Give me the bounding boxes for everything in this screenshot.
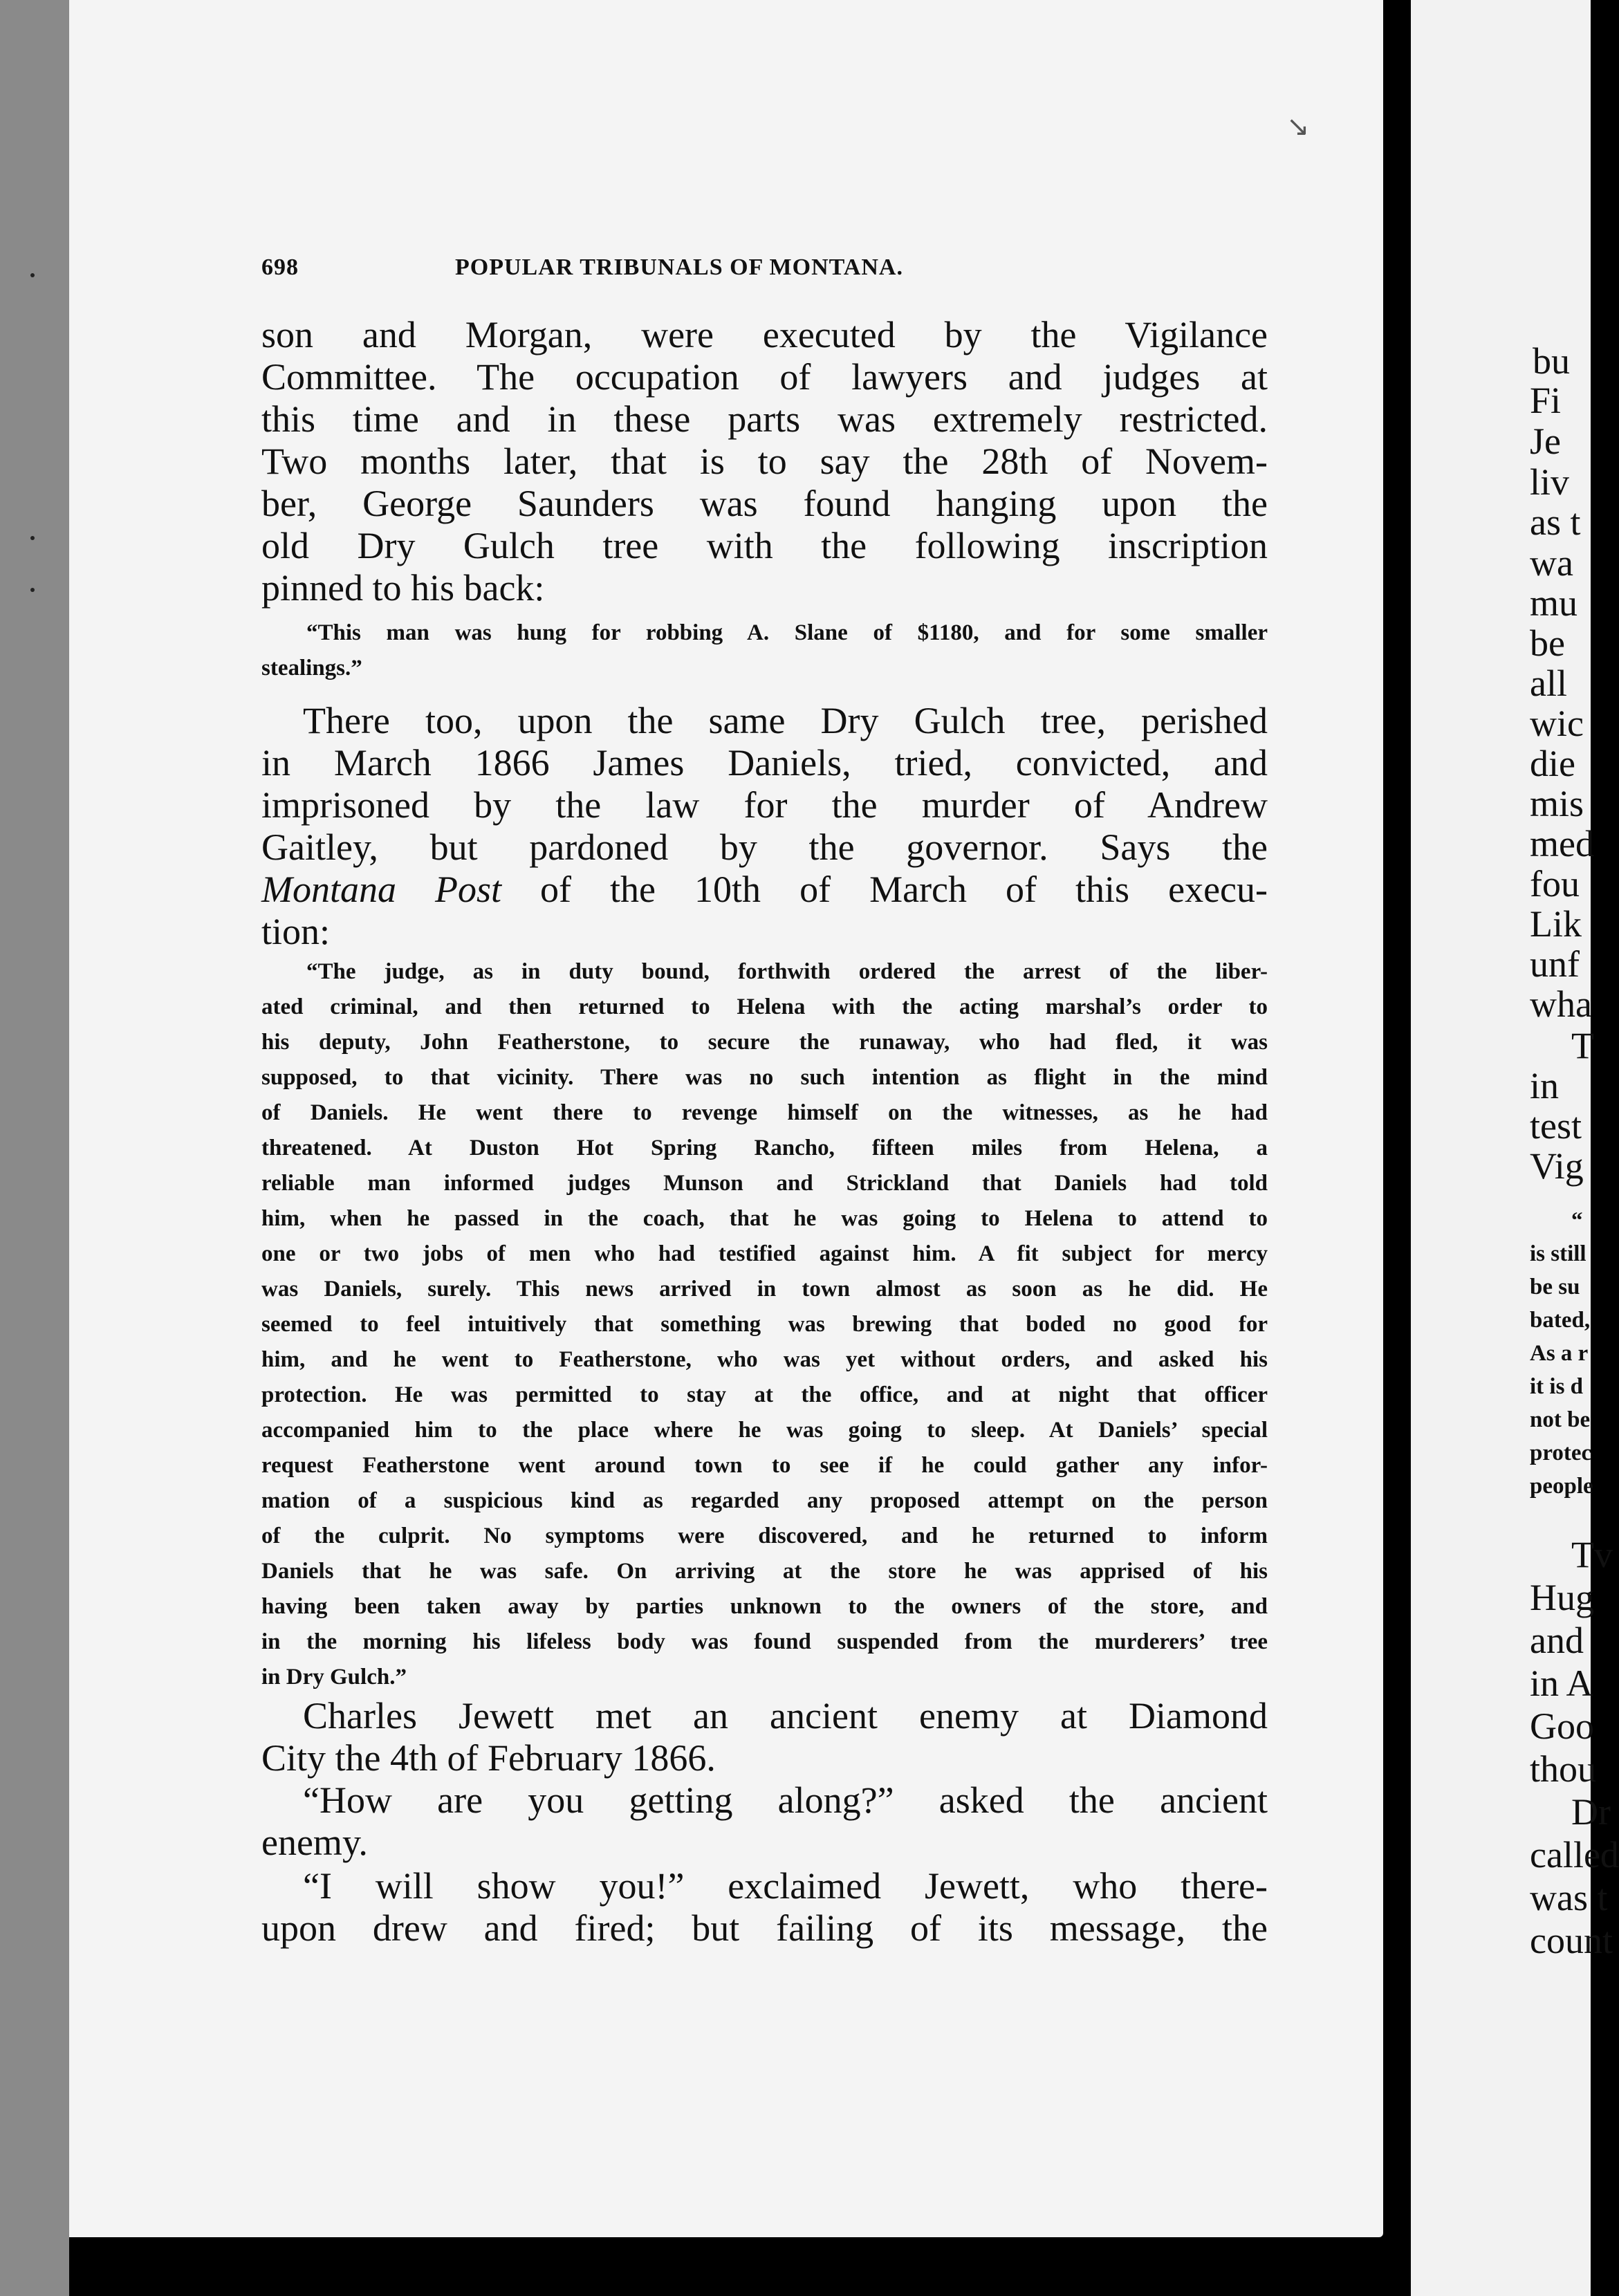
- quote-line: him, and he went to Featherstone, who was yet without orders, and asked his: [261, 1347, 1268, 1372]
- quote-line: mation of a suspicious kind as regarded any proposed attempt on the person: [261, 1488, 1268, 1513]
- right-fragment: As a r: [1530, 1341, 1589, 1366]
- newspaper-title: Montana Post: [261, 869, 502, 910]
- right-fragment: Vig: [1530, 1145, 1584, 1187]
- text-line: this time and in these parts was extremely restricted.: [261, 398, 1268, 440]
- text-line: in March 1866 James Daniels, tried, convicted, and: [261, 742, 1268, 784]
- right-fragment: fou: [1530, 863, 1580, 905]
- right-fragment: wa: [1530, 542, 1573, 584]
- paragraph-4: [261, 1779, 1268, 1864]
- right-fragment: Lik: [1530, 903, 1582, 945]
- quote-line: stealings.”: [261, 656, 362, 681]
- right-fragment: protec: [1530, 1441, 1592, 1465]
- text-line: imprisoned by the law for the murder of Andrew: [261, 784, 1268, 826]
- text-line: old Dry Gulch tree with the following inscription: [261, 525, 1268, 566]
- right-fragment: Dr: [1571, 1791, 1611, 1833]
- text-line: Committee. The occupation of lawyers and judges at: [261, 356, 1268, 398]
- paragraph-1: [261, 314, 1268, 609]
- quote-line: in the morning his lifeless body was found suspended from the murderers’ tree: [261, 1629, 1268, 1654]
- quote-line: supposed, to that vicinity. There was no such intention as flight in the mind: [261, 1065, 1268, 1090]
- right-fragment: Fi: [1530, 380, 1562, 421]
- quote-line: “The judge, as in duty bound, forthwith ordered the arrest of the liber-: [306, 959, 1268, 984]
- scanner-margin: [0, 0, 69, 2296]
- text-line: pinned to his back:: [261, 567, 545, 609]
- text-line: Two months later, that is to say the 28th of Novem-: [261, 441, 1268, 482]
- right-page: [1411, 0, 1619, 2296]
- margin-dot: [30, 536, 35, 540]
- quote-2: [261, 954, 1268, 1695]
- text-line: ber, George Saunders was found hanging upon the: [261, 483, 1268, 524]
- quote-line: request Featherstone went around town to see if he could gather any infor-: [261, 1453, 1268, 1478]
- quote-line: seemed to feel intuitively that something was brewing that boded no good for: [261, 1312, 1268, 1337]
- quote-line: “This man was hung for robbing A. Slane of $1180, and for some smaller: [306, 620, 1268, 645]
- quote-1: [261, 615, 1268, 686]
- right-fragment: thou: [1530, 1748, 1597, 1790]
- quote-line: accompanied him to the place where he was going to sleep. At Daniels’ special: [261, 1418, 1268, 1443]
- paragraph-5: [261, 1865, 1268, 1950]
- right-fragment: Hug: [1530, 1577, 1594, 1618]
- running-title: POPULAR TRIBUNALS OF MONTANA.: [455, 254, 903, 280]
- quote-line: one or two jobs of men who had testified against him. A fit subject for mercy: [261, 1241, 1268, 1266]
- quote-line: protection. He was permitted to stay at the office, and at night that officer: [261, 1382, 1268, 1407]
- right-fragment: it is d: [1530, 1374, 1584, 1399]
- text-line: City the 4th of February 1866.: [261, 1737, 716, 1779]
- right-fragment: in: [1530, 1065, 1560, 1107]
- text-line: Gaitley, but pardoned by the governor. Says the: [261, 826, 1268, 868]
- quote-line: of Daniels. He went there to revenge himself on the witnesses, as he had: [261, 1100, 1268, 1125]
- quote-line: his deputy, John Featherstone, to secure the runaway, who had fled, it was: [261, 1030, 1268, 1055]
- text-line: [261, 869, 1268, 911]
- page-number: 698: [261, 254, 299, 280]
- right-fragment: and: [1530, 1620, 1584, 1661]
- right-fragment: all: [1530, 663, 1567, 704]
- right-fragment: mis: [1530, 783, 1584, 824]
- text-line: tion:: [261, 911, 331, 952]
- text-line: “I will show you!” exclaimed Jewett, who there-: [303, 1865, 1268, 1907]
- quote-line: in Dry Gulch.”: [261, 1665, 407, 1689]
- right-fragment: was t: [1530, 1877, 1608, 1918]
- right-fragment: die: [1530, 743, 1575, 784]
- page-corner-mark: ↘: [1286, 111, 1310, 142]
- text-line: upon drew and fired; but failing of its message, the: [261, 1907, 1268, 1949]
- text-line: There too, upon the same Dry Gulch tree, perished: [303, 700, 1268, 741]
- right-fragment: be: [1530, 622, 1565, 664]
- right-fragment: Goo: [1530, 1705, 1594, 1747]
- quote-line: Daniels that he was safe. On arriving at the store he was apprised of his: [261, 1559, 1268, 1584]
- right-fragment: T: [1571, 1025, 1594, 1066]
- right-fragment: Je: [1530, 420, 1561, 462]
- quote-line: having been taken away by parties unknown to the owners of the store, and: [261, 1594, 1268, 1619]
- right-fragment: called: [1530, 1834, 1619, 1876]
- right-fragment: count: [1530, 1920, 1613, 1961]
- right-fragment: as t: [1530, 501, 1581, 543]
- right-fragment: people: [1530, 1474, 1593, 1499]
- margin-dot: [30, 273, 35, 277]
- right-fragment: mu: [1530, 582, 1578, 624]
- right-fragment: wic: [1530, 703, 1584, 744]
- right-fragment: bu: [1533, 340, 1570, 382]
- quote-line: him, when he passed in the coach, that he was going to Helena to attend to: [261, 1206, 1268, 1231]
- text-line: Charles Jewett met an ancient enemy at Diamond: [303, 1695, 1268, 1737]
- right-fragment: wha: [1530, 983, 1592, 1025]
- text-line: enemy.: [261, 1822, 368, 1863]
- text-fragment: of the 10th of March of this execu-: [501, 869, 1268, 910]
- right-fragment: test: [1530, 1105, 1582, 1147]
- right-fragment: be su: [1530, 1275, 1580, 1299]
- right-fragment: unf: [1530, 943, 1580, 985]
- right-fragment: med: [1530, 823, 1594, 864]
- right-fragment: in A: [1530, 1663, 1593, 1704]
- text-line: “How are you getting along?” asked the ancient: [303, 1779, 1268, 1821]
- right-fragment: is still: [1530, 1241, 1586, 1266]
- right-fragment: Tv: [1571, 1534, 1613, 1575]
- quote-line: was Daniels, surely. This news arrived in town almost as soon as he did. He: [261, 1277, 1268, 1302]
- quote-line: ated criminal, and then returned to Helena with the acting marshal’s order to: [261, 994, 1268, 1019]
- right-fragment: not be: [1530, 1407, 1591, 1432]
- right-fragment: “: [1571, 1208, 1583, 1233]
- quote-line: reliable man informed judges Munson and Strickland that Daniels had told: [261, 1171, 1268, 1196]
- quote-line: threatened. At Duston Hot Spring Rancho, fifteen miles from Helena, a: [261, 1136, 1268, 1160]
- margin-dot: [30, 588, 35, 592]
- quote-line: of the culprit. No symptoms were discovered, and he returned to inform: [261, 1524, 1268, 1548]
- paragraph-3: [261, 1695, 1268, 1779]
- paragraph-2: [261, 700, 1268, 953]
- right-fragment: bated,: [1530, 1308, 1591, 1333]
- right-fragment: liv: [1530, 461, 1570, 503]
- text-line: son and Morgan, were executed by the Vigilance: [261, 314, 1268, 355]
